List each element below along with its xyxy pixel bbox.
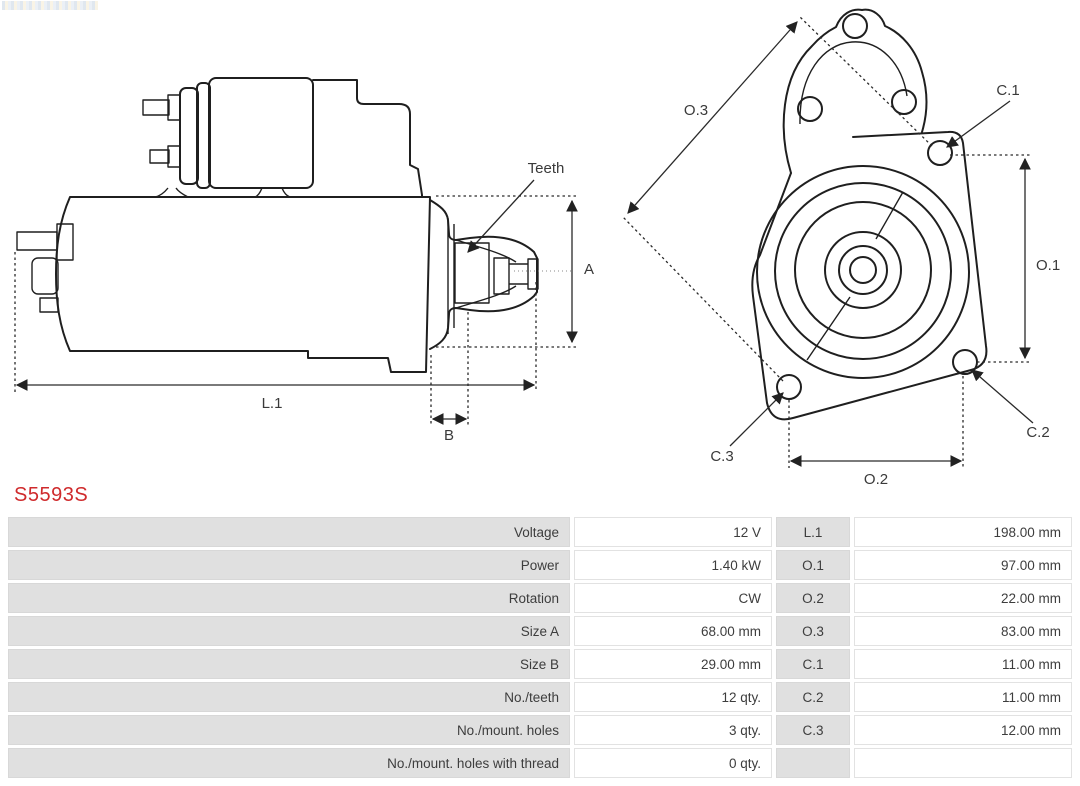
spec-value: 0 qty.	[574, 748, 772, 778]
pinion-gear	[455, 243, 489, 303]
spec-label: No./mount. holes with thread	[8, 748, 570, 778]
dim-label-b: B	[443, 427, 455, 444]
spec-value: 3 qty.	[574, 715, 772, 745]
table-row	[8, 715, 1072, 745]
spec-label: No./teeth	[8, 682, 570, 712]
teeth-label: Teeth	[527, 160, 565, 177]
spec-value: 12 qty.	[574, 682, 772, 712]
spec-dim-value: 198.00 mm	[854, 517, 1072, 547]
left-stud-thread	[17, 232, 57, 250]
dim-o3-line	[628, 22, 797, 213]
motor-body	[56, 197, 430, 372]
bell-circle-outer	[757, 166, 969, 378]
spec-value: 12 V	[574, 517, 772, 547]
part-number: S5593S	[14, 484, 89, 506]
crown-hole-top	[843, 14, 867, 38]
table-row	[8, 550, 1072, 580]
solenoid-stud-1	[143, 100, 169, 115]
spec-label: No./mount. holes	[8, 715, 570, 745]
dim-label-a: A	[584, 261, 595, 278]
bell-circle-2	[775, 183, 951, 359]
table-row	[8, 517, 1072, 547]
spec-table	[4, 514, 1076, 781]
table-row	[8, 682, 1072, 712]
table-row	[8, 616, 1072, 646]
spec-dim-value: 11.00 mm	[854, 682, 1072, 712]
spec-value: 29.00 mm	[574, 649, 772, 679]
bell-inner-bottom	[456, 286, 516, 308]
bell-circle-3	[795, 202, 931, 338]
dim-label-o3: O.3	[683, 102, 709, 119]
spec-value: 1.40 kW	[574, 550, 772, 580]
dim-label-c2: C.2	[1026, 424, 1050, 441]
spec-code: O.1	[776, 550, 850, 580]
spec-code	[776, 748, 850, 778]
spec-dim-value	[854, 748, 1072, 778]
table-row	[8, 583, 1072, 613]
pinion-collar	[494, 258, 509, 294]
spec-table-body	[8, 517, 1072, 778]
spec-label: Power	[8, 550, 570, 580]
crown-hole-left	[798, 97, 822, 121]
solenoid-nut-2	[168, 146, 180, 167]
spec-code: C.2	[776, 682, 850, 712]
table-row	[8, 649, 1072, 679]
crown-outline	[784, 10, 927, 173]
left-small-stub	[40, 298, 58, 312]
solenoid-ring-1	[180, 88, 198, 184]
spec-code: C.1	[776, 649, 850, 679]
teeth-leader	[468, 180, 534, 252]
spec-value: CW	[574, 583, 772, 613]
bell-housing	[430, 200, 537, 349]
spec-code: L.1	[776, 517, 850, 547]
hole-c1	[928, 141, 952, 165]
solenoid-body	[209, 78, 313, 188]
dim-label-l1: L.1	[261, 395, 283, 412]
spec-label: Voltage	[8, 517, 570, 547]
spec-dim-value: 22.00 mm	[854, 583, 1072, 613]
dim-label-o1: O.1	[1036, 257, 1061, 274]
solenoid-foot-left	[155, 188, 188, 197]
hub-circle	[825, 232, 901, 308]
spec-dim-value: 83.00 mm	[854, 616, 1072, 646]
table-row	[8, 748, 1072, 778]
dim-label-o2: O.2	[863, 471, 889, 488]
spec-dim-value: 12.00 mm	[854, 715, 1072, 745]
drive-bracket	[313, 80, 422, 197]
dim-label-c3: C.3	[710, 448, 734, 465]
solenoid-foot-right	[255, 188, 290, 197]
solenoid-stud-2	[150, 150, 169, 163]
dim-o3-ext-2	[622, 216, 783, 381]
dim-label-c1: C.1	[996, 82, 1020, 99]
solenoid-nut-1	[168, 95, 180, 120]
dim-o3-ext-1	[799, 16, 932, 146]
spec-label: Size B	[8, 649, 570, 679]
spec-code: C.3	[776, 715, 850, 745]
spec-dim-value: 11.00 mm	[854, 649, 1072, 679]
spec-label: Rotation	[8, 583, 570, 613]
radial-line-1	[876, 192, 903, 239]
c2-leader	[972, 370, 1033, 423]
front-view-drawing	[622, 10, 1060, 488]
spec-label: Size A	[8, 616, 570, 646]
spec-dim-value: 97.00 mm	[854, 550, 1072, 580]
spec-code: O.2	[776, 583, 850, 613]
shaft-bore	[850, 257, 876, 283]
spec-code: O.3	[776, 616, 850, 646]
radial-line-2	[807, 297, 850, 360]
crown-inner-arc	[800, 42, 907, 124]
spec-value: 68.00 mm	[574, 616, 772, 646]
side-view-drawing	[15, 78, 594, 444]
left-nut	[32, 258, 58, 294]
c1-leader	[947, 101, 1010, 147]
c3-leader	[730, 393, 783, 446]
shaft-circle	[839, 246, 887, 294]
